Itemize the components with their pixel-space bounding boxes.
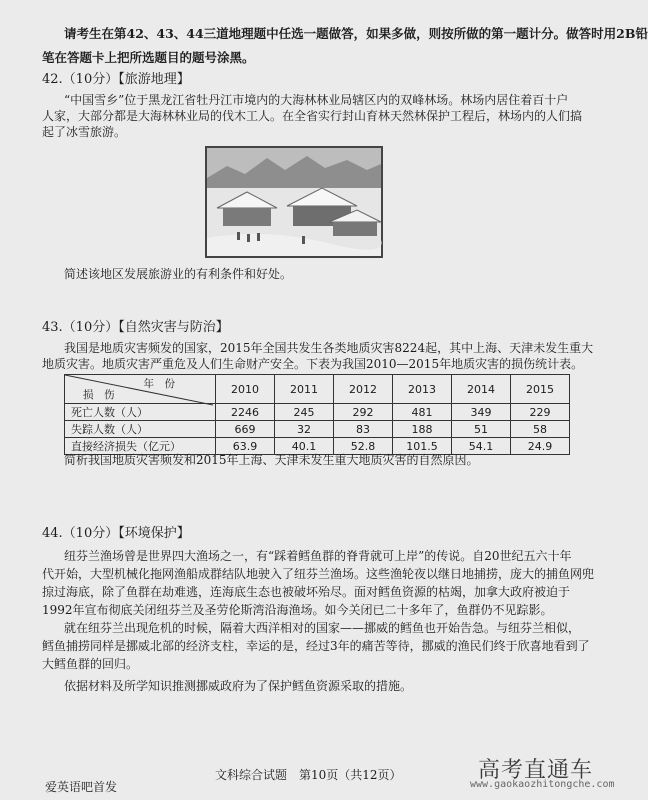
table-cell: 188 (393, 421, 452, 438)
q42-paragraph-line-2: 人家，大部分都是大海林林业局的伐木工人。在全省实行封山育林天然林保护工程后，林场内的人们搞 (42, 109, 583, 123)
q44-paragraph-line-1: 纽芬兰渔场曾是世界四大渔场之一，有“踩着鳕鱼群的脊背就可上岸”的传说。自20世纪五六十年 (64, 549, 572, 563)
row-label: 失踪人数（人） (65, 421, 216, 438)
table-header-row (65, 375, 570, 404)
table-cell: 40.1 (275, 438, 334, 455)
q43-paragraph-line-2: 地质灾害。地质灾害严重危及人们生命财产安全。下表为我国2010—2015年地质灾害的损伤统计表。 (42, 357, 584, 371)
q43-question: 简析我国地质灾害频发和2015年上海、天津未发生重大地质灾害的自然原因。 (64, 453, 479, 467)
snow-town-photo-image (207, 148, 381, 256)
instructions-line-2: 笔在答题卡上把所选题目的题号涂黑。 (42, 50, 255, 65)
instructions-line-1: 请考生在第42、43、44三道地理题中任选一题做答，如果多做，则按所做的第一题计分。做答时用2B铅 (64, 26, 648, 41)
year-header: 2010 (216, 375, 275, 404)
q44-paragraph-line-5: 就在纽芬兰出现危机的时候，隔着大西洋相对的国家——挪威的鳕鱼也开始告急。与纽芬兰相似， (64, 621, 581, 635)
table-cell: 229 (511, 404, 570, 421)
year-header: 2013 (393, 375, 452, 404)
q44-paragraph-line-4: 1992年宣布彻底关闭纽芬兰及圣劳伦斯湾沿海渔场。如今关闭已二十多年了，鱼群仍不见踪影。 (42, 603, 553, 617)
q42-paragraph-line-3: 起了冰雪旅游。 (42, 125, 127, 139)
q44-paragraph-line-3: 掠过海底，除了鱼群在劫难逃，连海底生态也被破坏殆尽。面对鳕鱼资源的枯竭，加拿大政府被迫于 (42, 585, 571, 599)
table-cell: 481 (393, 404, 452, 421)
q43-header: 43.（10分）【自然灾害与防治】 (42, 320, 229, 335)
year-header: 2015 (511, 375, 570, 404)
q42-paragraph-line-1: “中国雪乡”位于黑龙江省牡丹江市境内的大海林林业局辖区内的双峰林场。林场内居住着百十户 (64, 93, 569, 107)
q44-paragraph-line-7: 大鳕鱼群的回归。 (42, 657, 139, 671)
watermark-url: www.gaokaozhitongche.com (470, 779, 615, 790)
year-header: 2011 (275, 375, 334, 404)
year-header: 2014 (452, 375, 511, 404)
page-footer: 文科综合试题 第10页（共12页） (215, 768, 402, 782)
q44-header: 44.（10分）【环境保护】 (42, 526, 190, 541)
row-label: 直接经济损失（亿元） (65, 438, 216, 455)
year-header: 2012 (334, 375, 393, 404)
table-cell: 2246 (216, 404, 275, 421)
table-cell: 54.1 (452, 438, 511, 455)
table-row (65, 421, 570, 438)
disaster-stats-table (64, 374, 570, 455)
corner-label-year: 年 份 (143, 378, 175, 390)
table-cell: 58 (511, 421, 570, 438)
q44-paragraph-line-6: 鳕鱼捕捞同样是挪威北部的经济支柱，幸运的是，经过3年的痛苦等待，挪威的渔民们终于欣喜地看到了 (42, 639, 590, 653)
q44-question: 依据材料及所学知识推测挪威政府为了保护鳕鱼资源采取的措施。 (64, 679, 413, 693)
table-cell: 349 (452, 404, 511, 421)
table-cell: 669 (216, 421, 275, 438)
table-corner-cell (65, 375, 216, 404)
signature-text: 爱英语吧首发 (45, 780, 118, 794)
table-row (65, 404, 570, 421)
table-cell: 32 (275, 421, 334, 438)
q43-paragraph-line-1: 我国是地质灾害频发的国家，2015年全国共发生各类地质灾害8224起，其中上海、天津未发生重大 (64, 341, 594, 355)
table-cell: 245 (275, 404, 334, 421)
q42-header: 42.（10分）【旅游地理】 (42, 72, 190, 87)
q42-question: 简述该地区发展旅游业的有利条件和好处。 (64, 267, 293, 281)
table-cell: 52.8 (334, 438, 393, 455)
table-cell: 292 (334, 404, 393, 421)
table-cell: 51 (452, 421, 511, 438)
q44-paragraph-line-2: 代开始，大型机械化拖网渔船成群结队地驶入了纽芬兰渔场。这些渔轮夜以继日地捕捞，庞大的捕鱼网兜 (42, 567, 595, 581)
snow-town-photo (205, 146, 383, 258)
watermark-brand: 高考直通车 (478, 758, 594, 783)
table-cell: 63.9 (216, 438, 275, 455)
table-cell: 83 (334, 421, 393, 438)
row-label: 死亡人数（人） (65, 404, 216, 421)
corner-label-damage: 损 伤 (83, 389, 115, 401)
table-cell: 101.5 (393, 438, 452, 455)
table-cell: 24.9 (511, 438, 570, 455)
